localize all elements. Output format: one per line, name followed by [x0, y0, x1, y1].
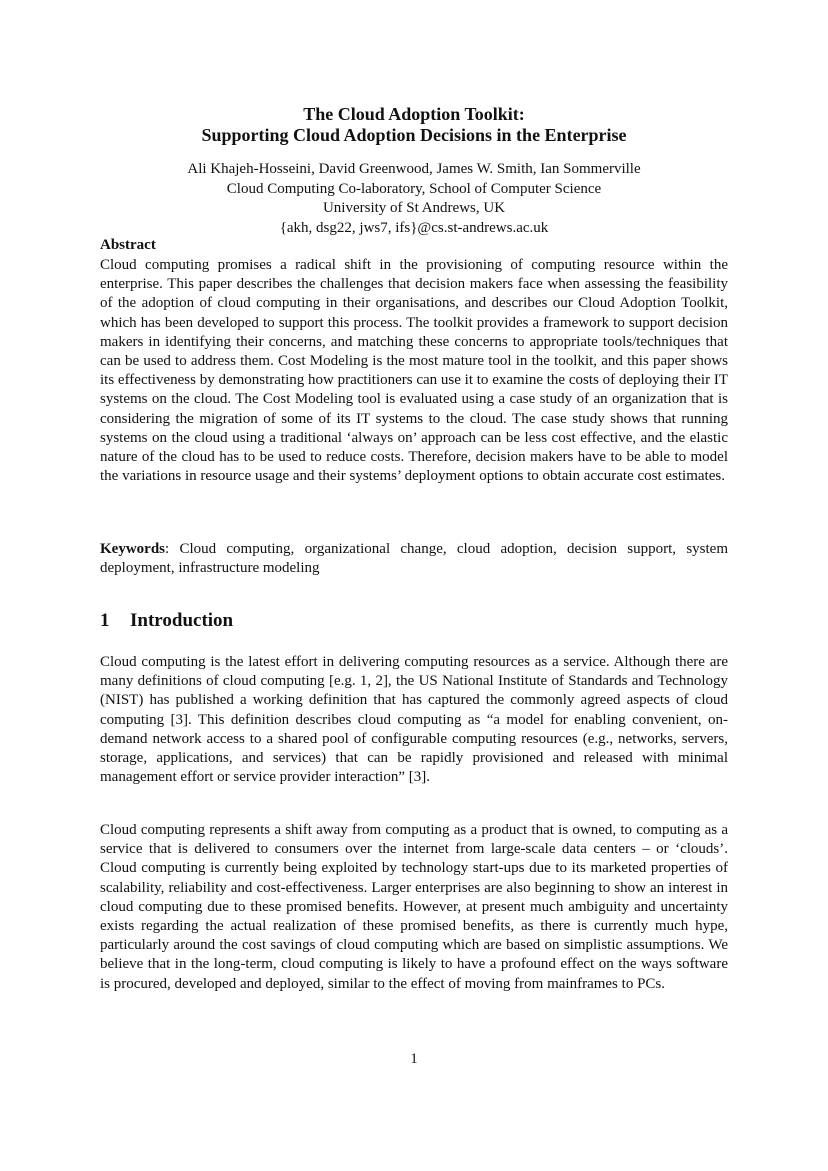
- keywords-paragraph: [100, 540, 728, 578]
- author-affiliation: Cloud Computing Co-laboratory, School of Computer Science: [226, 180, 602, 197]
- section-heading: [100, 609, 233, 633]
- page-number: 1: [410, 1051, 418, 1067]
- intro-paragraph-1: Cloud computing is the latest effort in delivering computing resources as a service. Although there are many definitions of cloud computing [e.g. 1, 2], the US National Institute of Standards and Technology (NIST) has published a working definition that has captured the commonly agreed aspects of cloud computing [3]. This definition describes cloud computing as “a model for enabling convenient, on-demand network access to a shared pool of configurable computing resources (e.g., networks, servers, storage, applications, and services) that can be rapidly provisioned and released with minimal management effort or service provider interaction” [3].: [100, 654, 728, 786]
- section-title: Introduction: [130, 610, 234, 631]
- title-line-1: The Cloud Adoption Toolkit:: [303, 104, 525, 124]
- intro-paragraph-2: Cloud computing represents a shift away from computing as a product that is owned, to computing as a service that is delivered to consumers over the internet from large-scale data centers – or ‘clouds’. Cloud computing is currently being exploited by technology start-ups due to its marketed properties of scalability, reliability and cost-effectiveness. Larger enterprises are also beginning to show an interest in cloud computing due to these promised benefits. However, at present much ambiguity and uncertainty exists regarding the actual realization of these promised benefits, as there is currently much hype, particularly around the cost savings of cloud computing which are based on simplistic assumptions. We believe that in the long-term, cloud computing is likely to have a profound effect on the ways software is procured, developed and deployed, similar to the effect of moving from mainframes to PCs.: [100, 822, 728, 992]
- section-number: 1: [100, 610, 110, 631]
- abstract-body: Cloud computing promises a radical shift in the provisioning of computing resource within the enterprise. This paper describes the challenges that decision makers face when assessing the feasibility of the adoption of cloud computing in their organisations, and describes our Cloud Adoption Toolkit, which has been developed to support this process. The toolkit provides a framework to support decision makers in identifying their concerns, and matching these concerns to appropriate tools/techniques that can be used to address them. Cost Modeling is the most mature tool in the toolkit, and this paper shows its effectiveness by demonstrating how practitioners can use it to examine the costs of deploying their IT systems on the cloud. The Cost Modeling tool is evaluated using a case study of an organization that is considering the migration of some of its IT systems to the cloud. The case study shows that running systems on the cloud using a traditional ‘always on’ approach can be less cost effective, and the elastic nature of the cloud has to be used to reduce costs. Therefore, decision makers have to be able to model the variations in resource usage and their systems’ deployment options to obtain accurate cost estimates.: [100, 257, 728, 485]
- title-line-2: Supporting Cloud Adoption Decisions in the Enterprise: [201, 125, 627, 145]
- author-university: University of St Andrews, UK: [322, 200, 506, 216]
- paper-title: [100, 104, 728, 146]
- author-block: [100, 160, 728, 238]
- keywords-label: Keywords: [100, 541, 165, 557]
- keywords-text: : Cloud computing, organizational change, cloud adoption, decision support, system deployment, infrastructure modeling: [100, 541, 728, 577]
- author-emails: {akh, dsg22, jws7, ifs}@cs.st-andrews.ac.uk: [279, 219, 549, 236]
- author-names: Ali Khajeh-Hosseini, David Greenwood, James W. Smith, Ian Sommerville: [187, 161, 641, 177]
- abstract-heading: Abstract: [100, 237, 156, 253]
